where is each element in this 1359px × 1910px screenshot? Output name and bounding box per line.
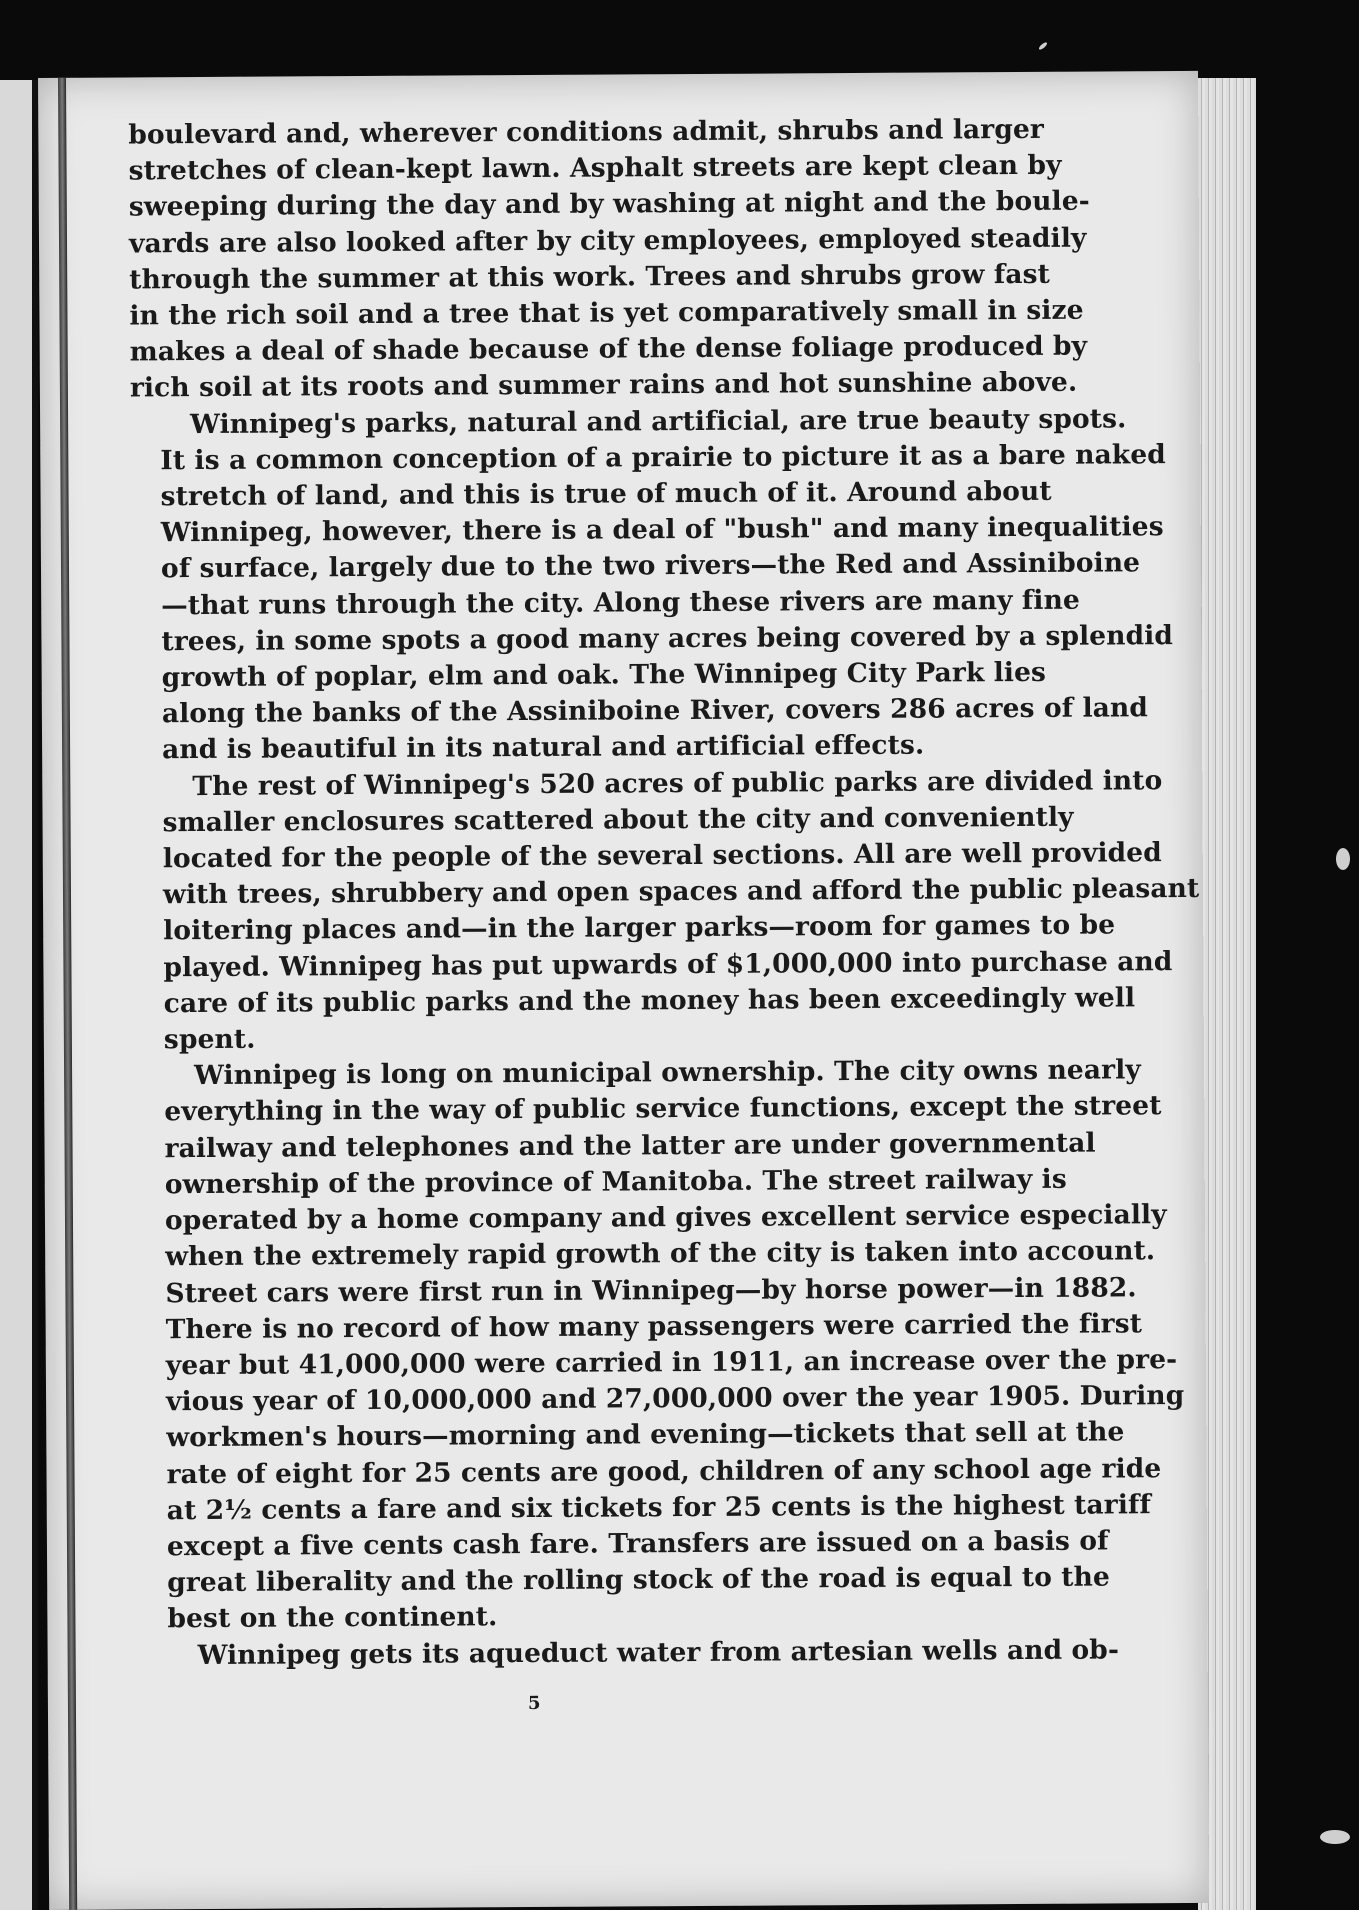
- text-line: along the banks of the Assiniboine River, covers 286 acres of land: [161, 692, 1149, 730]
- document-page: [38, 71, 1209, 1910]
- dust-speck: [1320, 1830, 1350, 1844]
- paragraph: [130, 402, 1174, 769]
- text-line: smaller enclosures scattered about the city and conveniently: [162, 801, 1074, 839]
- text-line: workmen's hours—morning and evening—tickets that sell at the: [166, 1416, 1125, 1454]
- text-line: when the extremely rapid growth of the city is taken into account.: [165, 1235, 1156, 1273]
- adjacent-page-edge: [0, 80, 38, 1910]
- text-line: growth of poplar, elm and oak. The Winnipeg City Park lies: [161, 656, 1047, 694]
- text-line: railway and telephones and the latter are under governmental: [164, 1127, 1096, 1164]
- text-line: and is beautiful in its natural and artificial effects.: [162, 730, 925, 766]
- page-body-text: [128, 112, 1200, 1674]
- text-line: boulevard and, wherever conditions admit, shrubs and larger: [128, 113, 1045, 151]
- text-line: rich soil at its roots and summer rains and hot sunshine above.: [129, 367, 1078, 404]
- text-line: vious year of 10,000,000 and 27,000,000 over the year 1905. During: [165, 1380, 1185, 1418]
- text-line: care of its public parks and the money has been exceedingly well: [163, 982, 1136, 1020]
- text-line: through the summer at this work. Trees and shrubs grow fast: [129, 258, 1051, 296]
- text-line: with trees, shrubbery and open spaces and afford the public pleasant: [162, 873, 1200, 911]
- text-line: —that runs through the city. Along these rivers are many fine: [161, 584, 1080, 621]
- dust-speck: [1336, 848, 1350, 870]
- page-number: 5: [527, 1692, 541, 1715]
- text-line: vards are also looked after by city employees, employed steadily: [128, 222, 1087, 260]
- paragraph: [128, 112, 1090, 407]
- text-line: operated by a home company and gives excellent service especially: [164, 1199, 1167, 1237]
- text-line: located for the people of the several sections. All are well provided: [162, 837, 1162, 875]
- paragraph: [134, 1053, 1185, 1638]
- text-line: in the rich soil and a tree that is yet comparatively small in size: [129, 294, 1084, 332]
- text-line: best on the continent.: [167, 1601, 498, 1635]
- text-line: trees, in some spots a good many acres being covered by a splendid: [161, 619, 1174, 658]
- paragraph: [132, 764, 1200, 1059]
- text-line: rate of eight for 25 cents are good, children of any school age ride: [166, 1452, 1162, 1490]
- text-line: played. Winnipeg has put upwards of $1,000,000 into purchase and: [163, 945, 1173, 983]
- text-line: The rest of Winnipeg's 520 acres of public parks are divided into: [192, 764, 1163, 802]
- text-line: year but 41,000,000 were carried in 1911, an increase over the pre-: [165, 1343, 1178, 1382]
- text-line: spent.: [163, 1023, 256, 1056]
- text-line: at 2½ cents a fare and six tickets for 25 cents is the highest tariff: [166, 1488, 1152, 1526]
- text-line: ownership of the province of Manitoba. The street railway is: [164, 1163, 1067, 1201]
- text-line: except a five cents cash fare. Transfers are issued on a basis of: [166, 1525, 1109, 1563]
- text-line: everything in the way of public service functions, except the street: [164, 1090, 1162, 1128]
- dust-speck: [1038, 41, 1048, 50]
- text-line: stretch of land, and this is true of much of it. Around about: [160, 475, 1052, 513]
- text-line: stretches of clean-kept lawn. Asphalt streets are kept clean by: [128, 149, 1062, 187]
- text-line: It is a common conception of a prairie to picture it as a bare naked: [160, 438, 1166, 477]
- text-line: makes a deal of shade because of the dense foliage produced by: [129, 330, 1088, 368]
- text-line: Winnipeg is long on municipal ownership. The city owns nearly: [194, 1054, 1141, 1092]
- text-line: sweeping during the day and by washing at night and the boule-: [128, 185, 1090, 223]
- paragraph: [138, 1633, 1120, 1675]
- text-line: Winnipeg gets its aqueduct water from artesian wells and ob-: [197, 1633, 1120, 1671]
- text-line: Winnipeg, however, there is a deal of "bush" and many inequalities: [160, 511, 1164, 549]
- text-line: of surface, largely due to the two rivers—the Red and Assiniboine: [160, 547, 1141, 585]
- text-line: Winnipeg's parks, natural and artificial, are true beauty spots.: [190, 402, 1127, 440]
- text-line: loitering places and—in the larger parks—room for games to be: [163, 909, 1116, 947]
- text-line: Street cars were first run in Winnipeg—by horse power—in 1882.: [165, 1271, 1137, 1309]
- text-line: great liberality and the rolling stock of the road is equal to the: [167, 1561, 1111, 1599]
- text-line: There is no record of how many passengers were carried the first: [165, 1307, 1143, 1345]
